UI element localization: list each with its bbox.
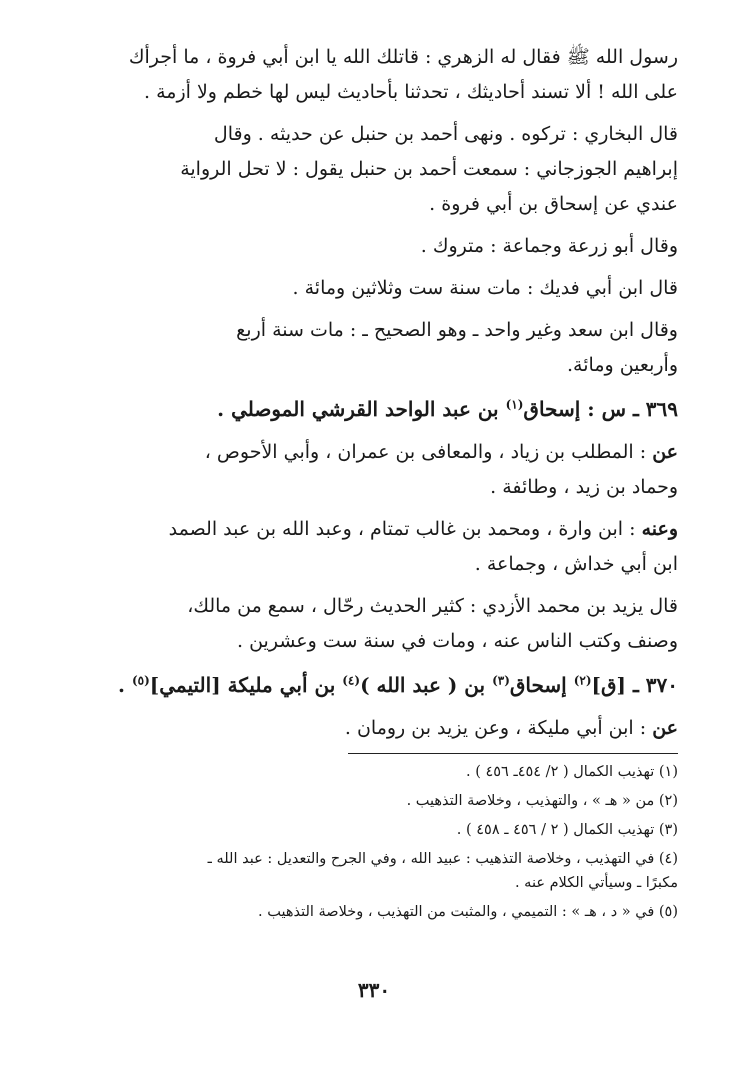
footnote-separator (348, 753, 678, 754)
text-segment: : ابن أبي مليكة ، وعن يزيد بن رومان . (344, 717, 653, 739)
label-anhu: وعنه (641, 518, 678, 540)
footnote-ref: (٢) (573, 673, 592, 688)
text-segment: : المطلب بن زياد ، والمعافى بن عمران ، وأبي الأحوص ، (204, 441, 653, 463)
paragraph-ibn-abi-fudaik (70, 271, 678, 306)
footnote-ref: (٣) (492, 673, 510, 688)
text-line: قال البخاري : تركوه . ونهى أحمد بن حنبل عن حديثه . وقال (213, 123, 678, 145)
footnote-line: (١) تهذيب الكمال ( ٢/ ٤٥٤ـ ٤٥٦ ) . (465, 764, 678, 780)
label-an: عن (652, 717, 678, 739)
footnote-1 (70, 760, 678, 784)
entry-heading-370 (70, 666, 678, 704)
footnote-line: (٥) في « د ، هـ » : التميمي ، والمثبت من التهذيب ، وخلاصة التذهيب . (258, 904, 678, 920)
footnote-ref: (١) (505, 397, 524, 412)
footnotes (70, 760, 678, 924)
footnote-line: (٣) تهذيب الكمال ( ٢ / ٤٥٦ ـ ٤٥٨ ) . (456, 822, 678, 838)
label-an: عن (652, 441, 678, 463)
text-line: ابن أبي خداش ، وجماعة . (474, 553, 678, 575)
footnote-3 (70, 818, 678, 842)
text-line: قال ابن أبي فديك : مات سنة ست وثلاثين ومائة . (292, 277, 678, 299)
entry-heading-part: بن أبي مليكة [التيمي] (149, 673, 343, 697)
footnote-ref: (٤) (342, 673, 361, 688)
paragraph-370-narrated-from (70, 711, 678, 746)
footnote-5 (70, 900, 678, 924)
paragraph-369-yazid (70, 589, 678, 659)
footnote-4 (70, 847, 678, 895)
entry-heading-369 (70, 390, 678, 428)
text-line (70, 711, 678, 746)
footnote-line: (٢) من « هـ » ، والتهذيب ، وخلاصة التذهيب . (406, 793, 678, 809)
paragraph-369-narrators (70, 512, 678, 582)
footnote-line: مكبرًا ـ وسيأتي الكلام عنه . (514, 875, 678, 891)
text-line: وصنف وكتب الناس عنه ، ومات في سنة ست وعشرين . (237, 630, 678, 652)
paragraph-bukhari (70, 117, 678, 222)
footnote-2 (70, 789, 678, 813)
book-page (70, 40, 678, 1030)
text-line: قال يزيد بن محمد الأزدي : كثير الحديث رحّال ، سمع من مالك، (187, 595, 678, 617)
entry-heading-part: ٣٦٩ ـ س : إسحاق (523, 397, 678, 421)
entry-heading-part: بن ( عبد الله ) (360, 673, 493, 697)
footnote-line: (٤) في التهذيب ، وخلاصة التذهيب : عبيد الله ، وفي الجرح والتعديل : عبد الله ـ (207, 851, 678, 867)
footnote-ref: (٥) (131, 673, 150, 688)
paragraph-abu-zura (70, 229, 678, 264)
text-line: إبراهيم الجوزجاني : سمعت أحمد بن حنبل يقول : لا تحل الرواية (180, 158, 678, 180)
entry-heading-part: إسحاق (509, 673, 574, 697)
text-line: على الله ! ألا تسند أحاديثك ، تحدثنا بأحاديث ليس لها خطم ولا أزمة . (144, 81, 678, 103)
text-line: عندي عن إسحاق بن أبي فروة . (429, 193, 678, 215)
page-number: ٣٣٠ (357, 978, 391, 1002)
entry-heading-part: ٣٧٠ ـ [ق] (591, 673, 678, 697)
text-line: وأربعين ومائة. (567, 354, 678, 376)
text-line: وحماد بن زيد ، وطائفة . (490, 476, 678, 498)
entry-heading-part: بن عبد الواحد القرشي الموصلي . (217, 397, 506, 421)
text-line: رسول الله ﷺ فقال له الزهري : قاتلك الله يا ابن أبي فروة ، ما أجرأك (128, 46, 678, 68)
text-line (70, 512, 678, 547)
paragraph-369-narrated-from (70, 435, 678, 505)
text-line: وقال ابن سعد وغير واحد ـ وهو الصحيح ـ : مات سنة أربع (236, 319, 678, 341)
text-line: وقال أبو زرعة وجماعة : متروك . (420, 235, 678, 257)
paragraph-zuhri (70, 40, 678, 110)
text-segment: : ابن وارة ، ومحمد بن غالب تمتام ، وعبد الله بن عبد الصمد (168, 518, 642, 540)
paragraph-ibn-sad (70, 313, 678, 383)
entry-heading-part: . (118, 673, 132, 697)
text-line (70, 435, 678, 470)
